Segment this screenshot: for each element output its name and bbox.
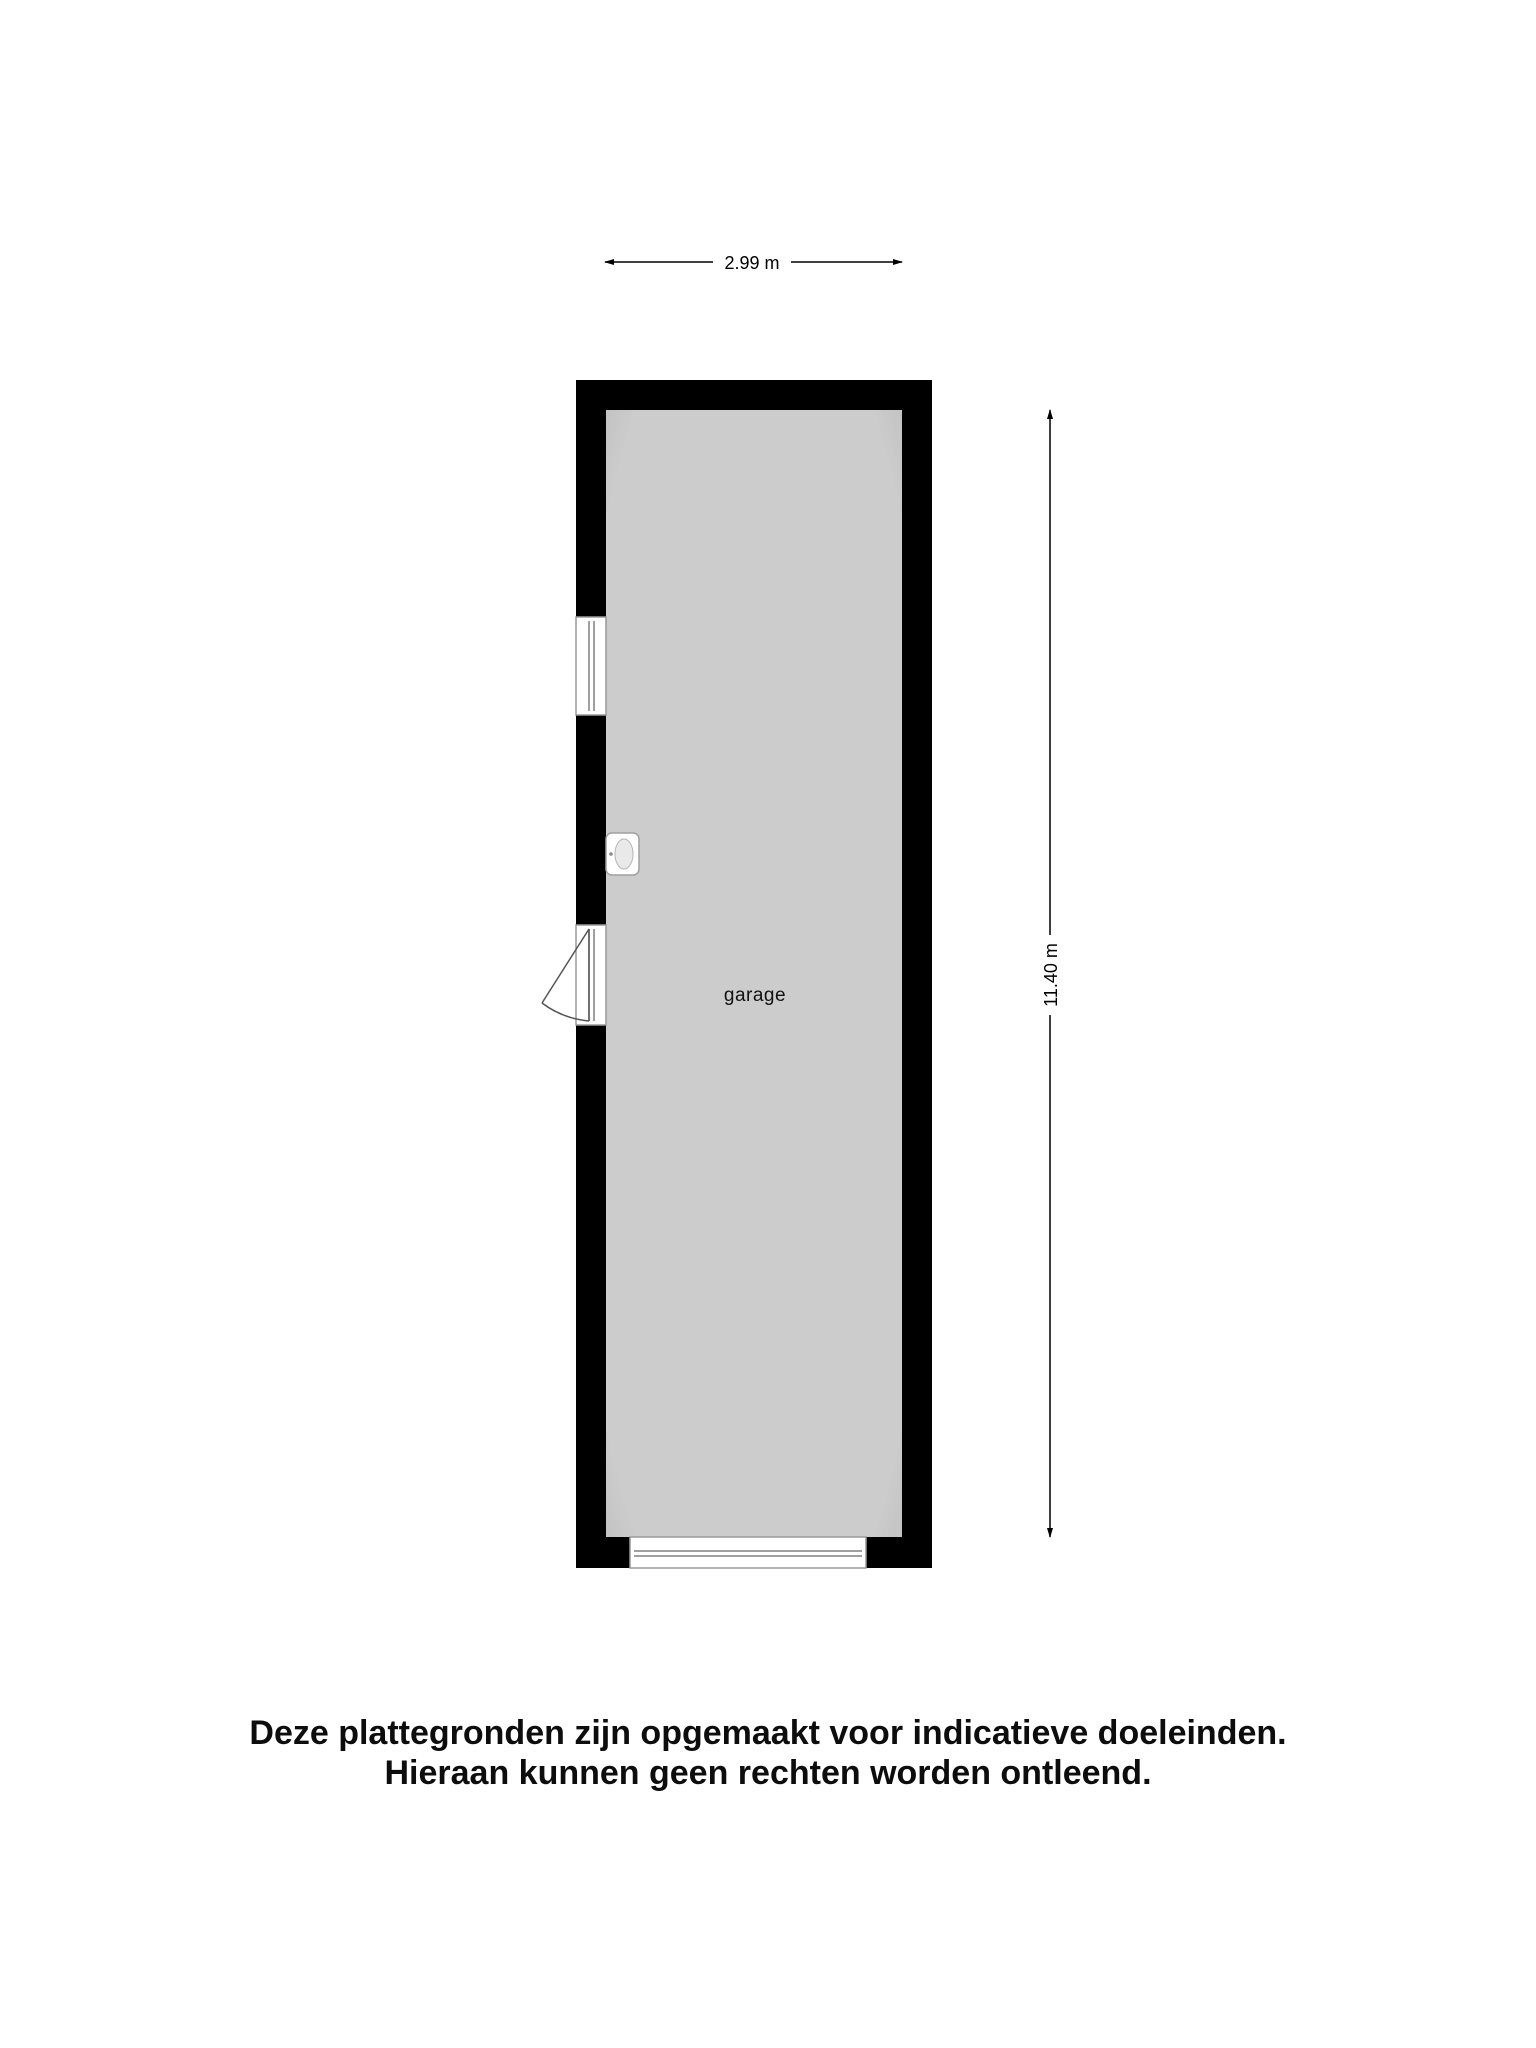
disclaimer-line-2: Hieraan kunnen geen rechten worden ontleend. bbox=[384, 1754, 1152, 1792]
garage-door bbox=[630, 1537, 866, 1568]
side-door bbox=[542, 925, 606, 1025]
garage-floor bbox=[606, 410, 902, 1537]
width-dimension-label: 2.99 m bbox=[724, 253, 780, 273]
disclaimer-line-1: Deze plattegronden zijn opgemaakt voor indicatieve doeleinden. bbox=[249, 1714, 1287, 1752]
width-dimension bbox=[605, 253, 902, 273]
height-dimension-label: 11.40 m bbox=[1041, 943, 1061, 1007]
height-dimension bbox=[1041, 410, 1061, 1537]
sink bbox=[606, 833, 639, 875]
room-label-garage: garage bbox=[723, 985, 787, 1006]
side-window bbox=[576, 617, 606, 715]
